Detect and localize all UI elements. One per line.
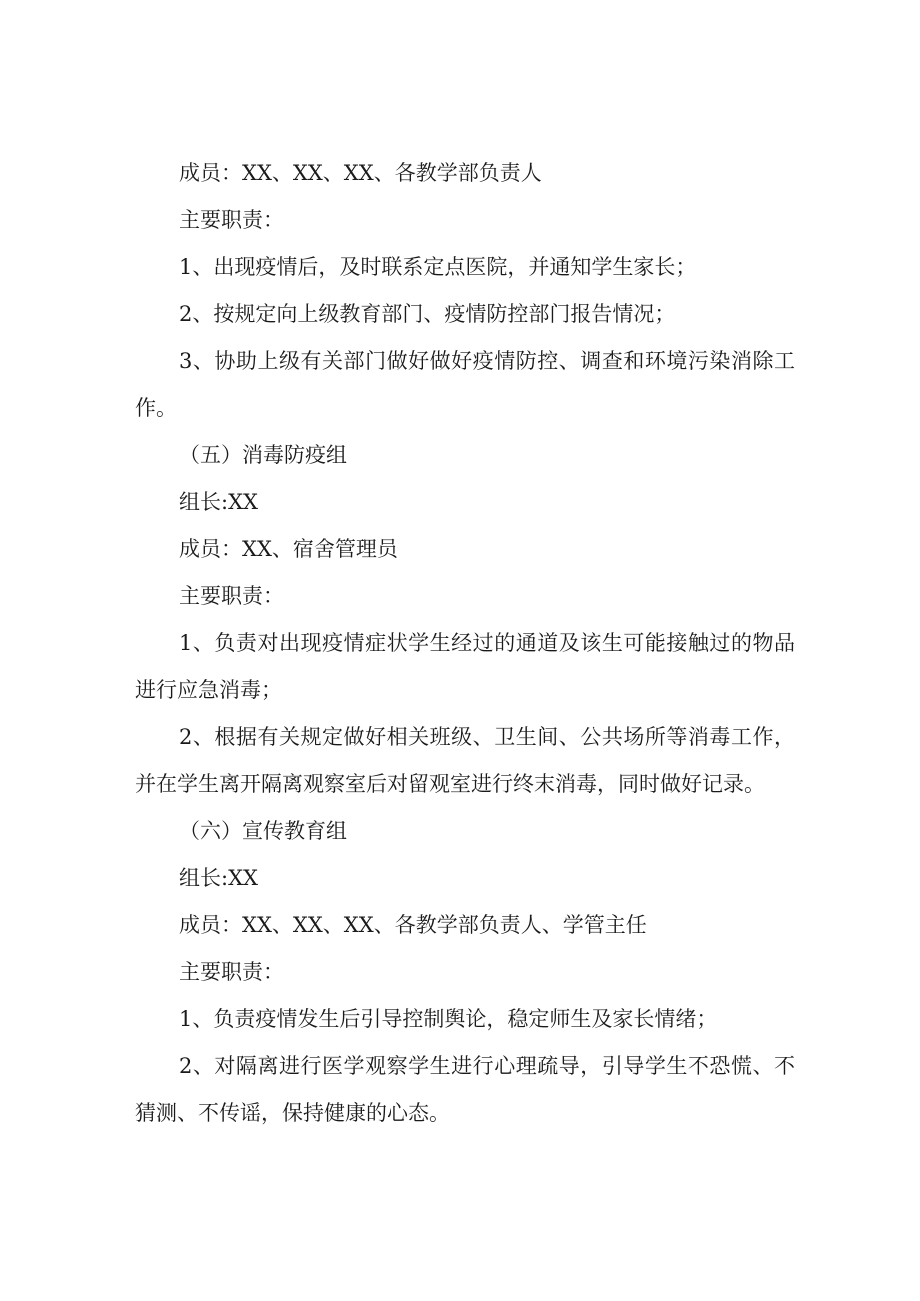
paragraph-members-4: 成员：XX、XX、XX、各教学部负责人 xyxy=(179,161,542,185)
paragraph-duties-heading-5: 主要职责： xyxy=(179,584,284,608)
paragraph-duty-5-2: 2、根据有关规定做好相关班级、卫生间、公共场所等消毒工作，并在学生离开隔离观察室后对留观室进行终末消毒，同时做好记录。 xyxy=(135,725,795,796)
paragraph-duties-heading-4: 主要职责： xyxy=(179,208,284,232)
paragraph-duty-4-3: 3、协助上级有关部门做好做好疫情防控、调查和环境污染消除工作。 xyxy=(135,349,795,420)
document-body xyxy=(135,150,795,1137)
paragraph-duty-4-1: 1、出现疫情后，及时联系定点医院，并通知学生家长； xyxy=(179,255,697,279)
paragraph-leader-6: 组长:XX xyxy=(179,866,258,890)
section-heading-publicity: （六）宣传教育组 xyxy=(179,819,347,843)
paragraph-duty-6-2: 2、对隔离进行医学观察学生进行心理疏导，引导学生不恐慌、不猜测、不传谣，保持健康的心态。 xyxy=(135,1054,795,1125)
paragraph-members-5: 成员：XX、宿舍管理员 xyxy=(179,537,398,561)
paragraph-duty-5-1: 1、负责对出现疫情症状学生经过的通道及该生可能接触过的物品进行应急消毒； xyxy=(135,631,795,702)
paragraph-duty-6-1: 1、负责疫情发生后引导控制舆论，稳定师生及家长情绪； xyxy=(179,1007,718,1031)
paragraph-members-6: 成员：XX、XX、XX、各教学部负责人、学管主任 xyxy=(179,913,647,937)
paragraph-duties-heading-6: 主要职责： xyxy=(179,960,284,984)
paragraph-leader-5: 组长:XX xyxy=(179,490,258,514)
paragraph-duty-4-2: 2、按规定向上级教育部门、疫情防控部门报告情况； xyxy=(179,302,676,326)
section-heading-disinfection: （五）消毒防疫组 xyxy=(179,443,347,467)
